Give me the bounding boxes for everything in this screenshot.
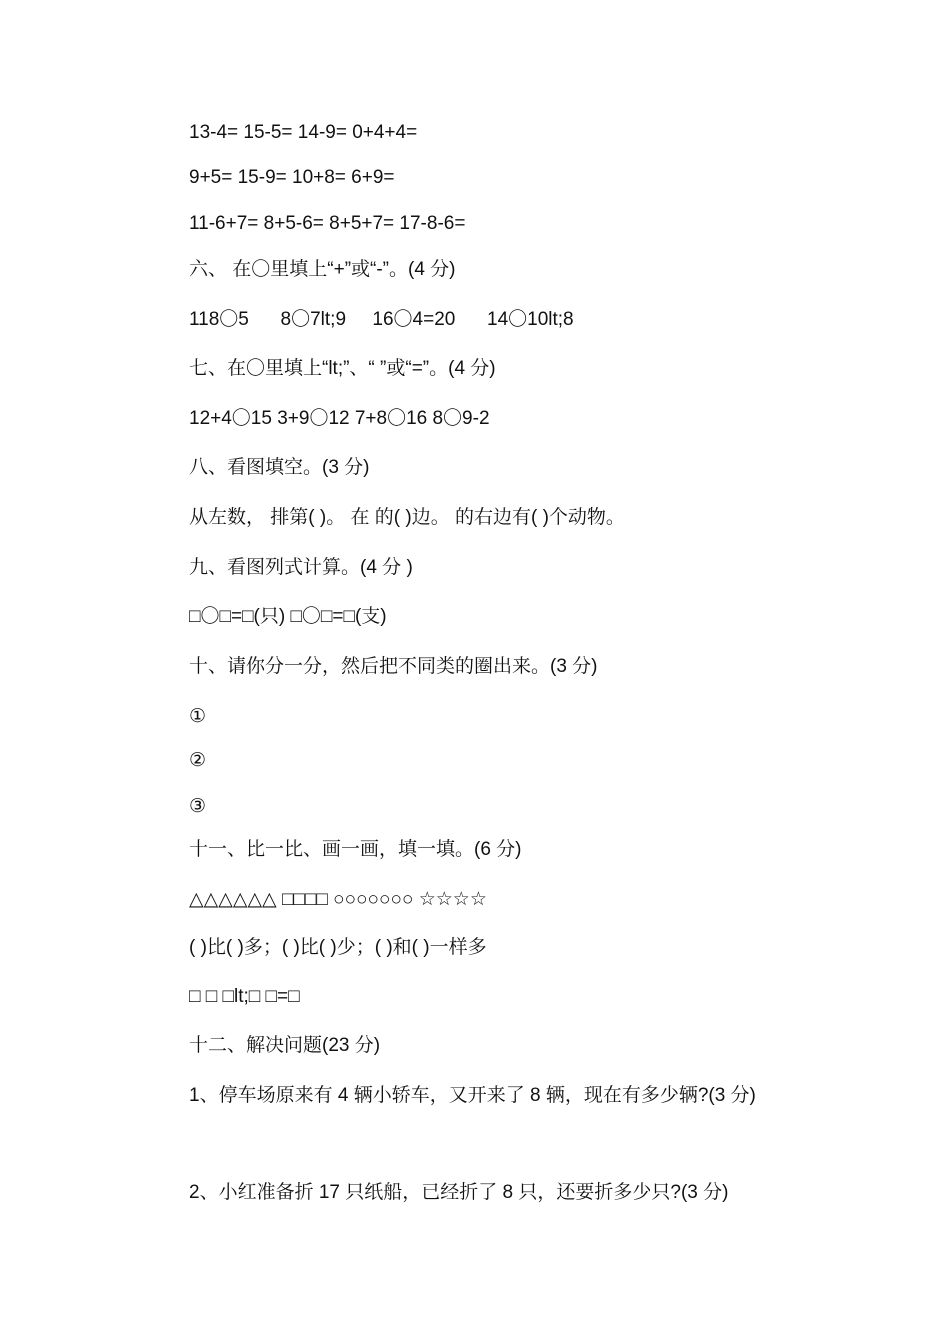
- section-9-equations: □〇□=□(只) □〇□=□(支): [189, 606, 387, 627]
- section-12-heading: 十二、解决问题(23 分): [189, 1035, 381, 1056]
- problem-2: 2、小红准备折 17 只纸船，已经折了 8 只，还要折多少只?(3 分): [189, 1182, 729, 1203]
- section-7-heading: 七、在〇里填上“lt;”、“ ”或“=”。(4 分): [189, 358, 496, 379]
- problem-1: 1、停车场原来有 4 辆小轿车，又开来了 8 辆，现在有多少辆?(3 分): [189, 1085, 756, 1106]
- arithmetic-row-2: 9+5= 15-9= 10+8= 6+9=: [189, 167, 395, 188]
- section-8-question: 从左数， 排第( )。 在 的( )边。 的右边有( )个动物。: [189, 507, 625, 528]
- section-9-heading: 九、看图列式计算。(4 分 ): [189, 557, 413, 578]
- section-11-shapes: △△△△△△ □□□□ ○○○○○○○ ☆☆☆☆: [189, 889, 487, 910]
- section-6-exercises: 118〇5 8〇7lt;9 16〇4=20 14〇10lt;8: [189, 309, 574, 330]
- section-11-boxes: □ □ □lt;□ □=□: [189, 986, 300, 1007]
- section-10-item-1: ①: [189, 706, 207, 727]
- section-11-heading: 十一、比一比、画一画，填一填。(6 分): [189, 839, 522, 860]
- section-11-comparison: ( )比( )多；( )比( )少；( )和( )一样多: [189, 937, 487, 958]
- section-10-item-3: ③: [189, 796, 207, 817]
- section-7-exercises: 12+4〇15 3+9〇12 7+8〇16 8〇9-2: [189, 408, 490, 429]
- section-10-item-2: ②: [189, 750, 207, 771]
- section-8-heading: 八、看图填空。(3 分): [189, 457, 370, 478]
- arithmetic-row-1: 13-4= 15-5= 14-9= 0+4+4=: [189, 122, 418, 143]
- arithmetic-row-3: 11-6+7= 8+5-6= 8+5+7= 17-8-6=: [189, 213, 466, 234]
- section-10-heading: 十、请你分一分，然后把不同类的圈出来。(3 分): [189, 656, 598, 677]
- section-6-heading: 六、 在〇里填上“+”或“-”。(4 分): [189, 259, 456, 280]
